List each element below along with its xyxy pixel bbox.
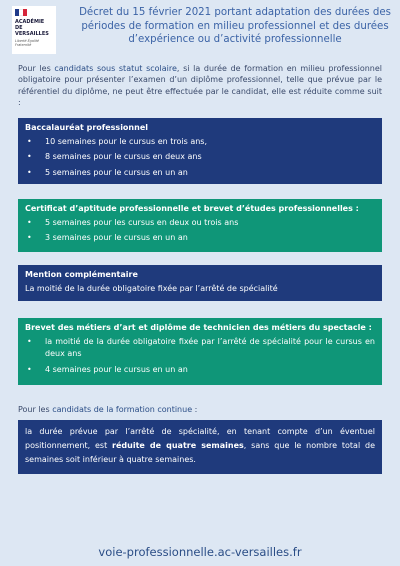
list-item: • la moitié de la durée obligatoire fixée par l’arrêté de spécialité pour le cursus en deux ans [25, 336, 375, 360]
list-item: • 4 semaines pour le cursus en un an [25, 364, 375, 376]
bma-dt-box [18, 318, 382, 385]
intro-highlight: candidats sous statut scolaire [54, 64, 177, 73]
french-flag-icon [15, 9, 27, 16]
continue-before: Pour les [18, 405, 53, 414]
intro-after: , si la durée de formation en milieu professionnel obligatoire pour présenter l’examen d’un diplôme professionnel, telle que prévue par le référentiel du diplôme, ne peut être effectuée par le candidat, elle est réduite comme suit : [18, 64, 382, 108]
continue-box-after: , sans que le nombre total de semaines soit inférieur à quatre semaines. [25, 441, 375, 464]
continue-highlight: candidats de la formation continue [52, 405, 193, 414]
academie-logo [12, 6, 56, 54]
logo-line-2: DE VERSAILLES [15, 25, 49, 37]
list-item: • 10 semaines pour le cursus en trois ans, [25, 136, 375, 148]
box-text: La moitié de la durée obligatoire fixée par l’arrêté de spécialité [25, 284, 278, 294]
box-title: Certificat d’aptitude professionnelle et brevet d’études professionnelles : [25, 204, 359, 213]
continue-after: : [192, 405, 198, 414]
box-list [25, 136, 375, 179]
mention-complementaire-box [18, 265, 382, 301]
formation-continue-box [18, 420, 382, 474]
logo-motto: Liberté Égalité Fraternité [15, 39, 39, 47]
box-list [25, 336, 375, 376]
cap-bep-box [18, 199, 382, 252]
box-title: Baccalauréat professionnel [25, 123, 148, 132]
list-item: • 5 semaines pour les cursus en deux ou trois ans [25, 217, 375, 229]
page-title: Décret du 15 février 2021 portant adaptation des durées des périodes de formation en milieu professionnel et des durées d’expérience ou d’activité professionnelle [79, 7, 391, 45]
box-title: Mention complémentaire [25, 270, 138, 279]
formation-continue-intro [18, 405, 382, 414]
continue-box-before: la durée prévue par l’arrêté de spécialité, en tenant compte d’un éventuel positionnement, est [25, 427, 375, 450]
footer-url[interactable]: voie-professionnelle.ac-versailles.fr [98, 545, 302, 559]
list-item: • 5 semaines pour le cursus en un an [25, 167, 375, 179]
intro-before: Pour les [18, 64, 55, 73]
continue-box-bold: réduite de quatre semaines [112, 441, 244, 450]
box-title: Brevet des métiers d’art et diplôme de technicien des métiers du spectacle : [25, 323, 372, 332]
box-list [25, 217, 375, 244]
list-item: • 8 semaines pour le cursus en deux ans [25, 151, 375, 163]
bac-pro-box [18, 118, 382, 184]
logo-line-1: ACADÉMIE [15, 19, 45, 25]
list-item: • 3 semaines pour le cursus en un an [25, 232, 375, 244]
intro-paragraph [18, 63, 382, 109]
